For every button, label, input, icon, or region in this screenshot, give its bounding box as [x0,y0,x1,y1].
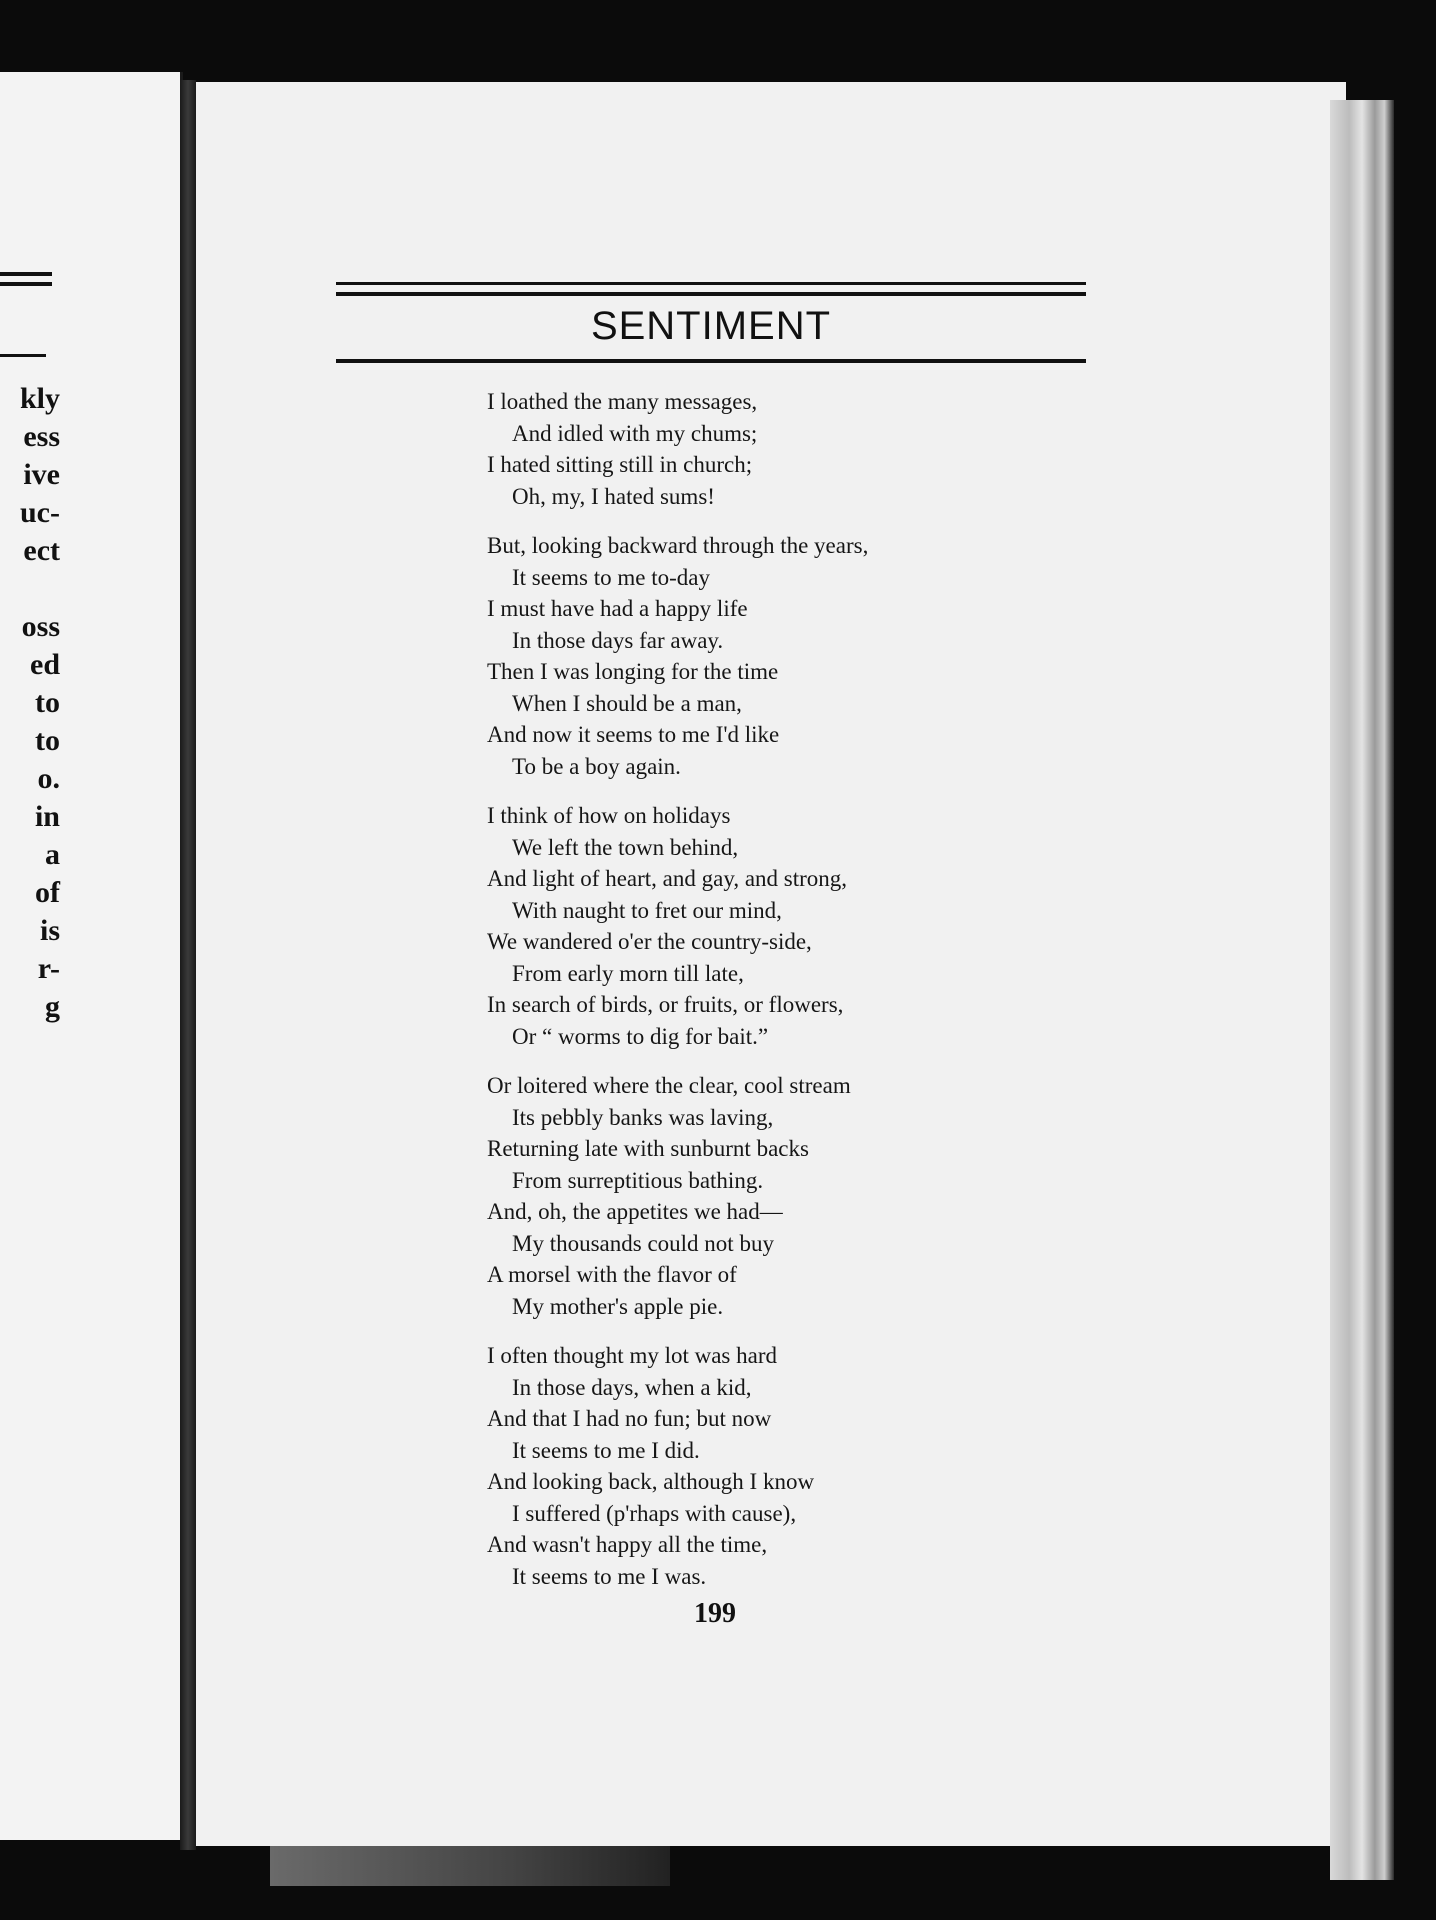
left-word: ive [23,458,60,491]
poem-line: We wandered o'er the country-side, [487,929,812,954]
poem-stanza [487,1070,1047,1322]
left-word: o. [37,762,60,795]
poem-line: And, oh, the appetites we had— [487,1199,783,1224]
poem-line: And idled with my chums; [512,420,758,446]
poem-line: My thousands could not buy [512,1230,774,1256]
poem-stanza [487,386,1047,512]
poem-line: I often thought my lot was hard [487,1343,778,1368]
left-word: g [45,990,60,1023]
left-word: in [34,800,60,833]
left-page-rule [0,354,46,357]
poem-line: But, looking backward through the years, [487,533,869,558]
poem-line: Returning late with sunburnt backs [487,1136,809,1161]
poem-body [487,386,1047,1610]
page-number: 199 [694,1598,736,1629]
poem-line: From surreptitious bathing. [512,1167,764,1193]
poem-line: In those days, when a kid, [512,1374,752,1400]
left-word: to [35,686,60,719]
poem-line: And light of heart, and gay, and strong, [487,866,848,891]
poem-line: From early morn till late, [512,960,744,986]
poem-line: Oh, my, I hated sums! [512,483,715,509]
poem-line: I think of how on holidays [487,803,731,828]
poem-line: A morsel with the flavor of [487,1262,737,1287]
poem-line: In those days far away. [512,627,724,653]
book-spine-gutter [180,80,196,1850]
poem-line: Or loitered where the clear, cool stream [487,1073,851,1098]
left-word: uc- [20,496,60,529]
poem-line: It seems to me I did. [512,1437,700,1463]
left-word: ess [23,420,60,453]
left-word: r- [37,952,60,985]
header-double-rule [336,282,1086,296]
poem-line: I must have had a happy life [487,596,748,621]
left-word: oss [21,610,60,643]
poem-line: I hated sitting still in church; [487,452,753,477]
header-rule [336,359,1086,363]
poem-line: My mother's apple pie. [512,1293,724,1319]
poem-line: With naught to fret our mind, [512,897,782,923]
left-word: ed [30,648,60,681]
poem-stanza [487,800,1047,1052]
left-word: of [35,876,60,909]
left-word: is [39,914,60,947]
poem-line: Or “ worms to dig for bait.” [512,1023,769,1049]
poem-line: I loathed the many messages, [487,389,758,414]
left-word: to [35,724,60,757]
left-word: ect [23,534,60,567]
poem-line: And wasn't happy all the time, [487,1532,768,1557]
left-page-fragment [0,72,183,1840]
poem-line: We left the town behind, [512,834,739,860]
poem-stanza [487,1340,1047,1592]
page-edge-stack [1330,100,1394,1880]
poem-line: And looking back, although I know [487,1469,815,1494]
poem-line: It seems to me I was. [512,1563,707,1589]
poem-line: It seems to me to-day [512,564,711,590]
poem-line: Its pebbly banks was laving, [512,1104,774,1130]
poem-stanza [487,530,1047,782]
left-word: kly [19,382,60,415]
left-word: a [45,838,60,871]
poem-line: To be a boy again. [512,753,681,779]
poem-line: I suffered (p'rhaps with cause), [512,1500,797,1526]
poem-line: Then I was longing for the time [487,659,779,684]
scan-shadow-strip [270,1846,670,1886]
poem-line: And that I had no fun; but now [487,1406,772,1431]
poem-line: And now it seems to me I'd like [487,722,780,747]
poem-line: In search of birds, or fruits, or flowers, [487,992,844,1017]
page-title: SENTIMENT [590,304,832,348]
poem-line: When I should be a man, [512,690,742,716]
left-page-double-rule [0,272,52,286]
